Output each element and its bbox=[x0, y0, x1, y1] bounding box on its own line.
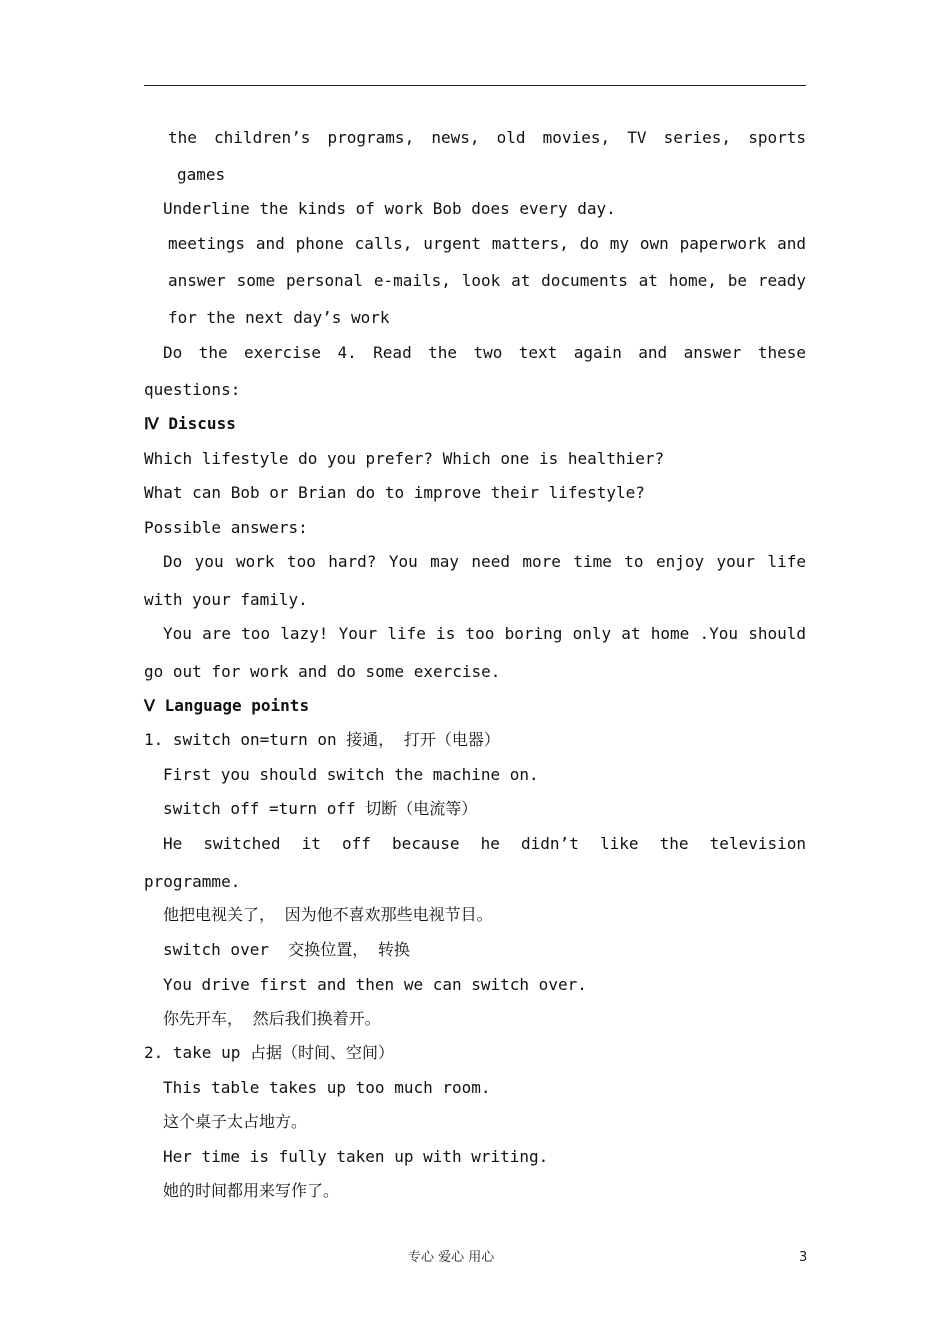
text-line: for the next day’s work bbox=[168, 308, 390, 327]
text-line: games bbox=[177, 165, 226, 184]
text-line: the children’s programs, news, old movies, TV series, sports bbox=[168, 128, 806, 147]
page-number: 3 bbox=[799, 1250, 808, 1265]
text-line: Her time is fully taken up with writing. bbox=[163, 1147, 549, 1166]
text-line: answer some personal e-mails, look at documents at home, be ready bbox=[168, 271, 806, 290]
header-rule bbox=[144, 85, 806, 86]
text-line: 他把电视关了， 因为他不喜欢那些电视节目。 bbox=[163, 905, 493, 924]
text-line: 这个桌子太占地方。 bbox=[163, 1112, 308, 1131]
text-line: You are too lazy! Your life is too boring only at home .You should bbox=[163, 624, 806, 643]
text-line: meetings and phone calls, urgent matters, do my own paperwork and bbox=[168, 234, 806, 253]
text-line: 1. switch on=turn on 接通， 打开（电器） bbox=[144, 730, 500, 749]
text-line: Possible answers: bbox=[144, 518, 308, 537]
footer-motto: 专心 爱心 用心 bbox=[408, 1250, 495, 1265]
text-line: First you should switch the machine on. bbox=[163, 765, 539, 784]
text-line: He switched it off because he didn’t like the television bbox=[163, 834, 806, 853]
text-line: Which lifestyle do you prefer? Which one is healthier? bbox=[144, 449, 665, 468]
text-line: 她的时间都用来写作了。 bbox=[163, 1181, 340, 1200]
text-line: with your family. bbox=[144, 590, 308, 609]
text-line: What can Bob or Brian do to improve their lifestyle? bbox=[144, 483, 645, 502]
text-line: switch off =turn off 切断（电流等） bbox=[163, 799, 478, 818]
text-line: 你先开车， 然后我们换着开。 bbox=[163, 1009, 381, 1028]
text-line: Do the exercise 4. Read the two text again and answer these bbox=[163, 343, 806, 362]
text-line: This table takes up too much room. bbox=[163, 1078, 491, 1097]
section-heading: Ⅴ Language points bbox=[144, 696, 310, 715]
text-line: Do you work too hard? You may need more time to enjoy your life bbox=[163, 552, 806, 571]
text-line: programme. bbox=[144, 872, 241, 891]
text-line: switch over 交换位置， 转换 bbox=[163, 940, 410, 959]
text-line: questions: bbox=[144, 380, 241, 399]
text-line: Underline the kinds of work Bob does every day. bbox=[163, 199, 616, 218]
text-line: go out for work and do some exercise. bbox=[144, 662, 501, 681]
text-line: 2. take up 占据（时间、空间） bbox=[144, 1043, 394, 1062]
section-heading: Ⅳ Discuss bbox=[144, 414, 236, 433]
text-line: You drive first and then we can switch over. bbox=[163, 975, 587, 994]
